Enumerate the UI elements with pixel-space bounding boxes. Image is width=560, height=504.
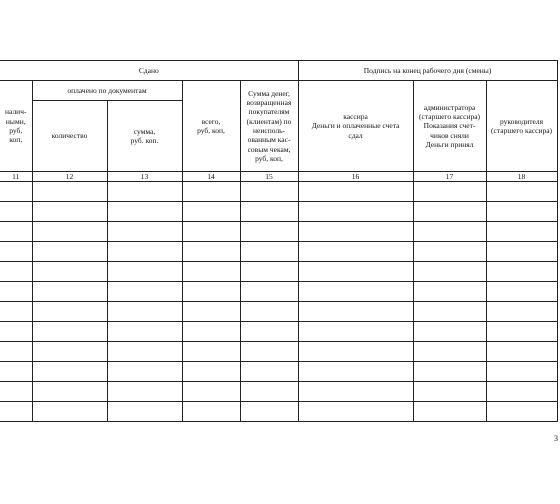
empty-cell[interactable] (240, 362, 298, 382)
group-header-signature: Подпись на конец рабочего дня (смены) (298, 61, 557, 81)
empty-cell[interactable] (107, 222, 182, 242)
empty-cell[interactable] (107, 202, 182, 222)
empty-cell[interactable] (240, 182, 298, 202)
empty-cell[interactable] (0, 222, 32, 242)
empty-cell[interactable] (107, 282, 182, 302)
col-11-header: налич- ными, руб, коп, (0, 81, 32, 172)
empty-cell[interactable] (413, 262, 486, 282)
empty-cell[interactable] (32, 182, 107, 202)
empty-cell[interactable] (0, 182, 32, 202)
cash-report-table (0, 60, 558, 422)
empty-cell[interactable] (32, 262, 107, 282)
empty-cell[interactable] (413, 242, 486, 262)
col-17-header: администратора (старшего кассира) Показания счет- чиков сняли Деньги принял (413, 81, 486, 172)
empty-cell[interactable] (0, 362, 32, 382)
empty-cell[interactable] (298, 222, 413, 242)
empty-cell[interactable] (182, 382, 240, 402)
empty-cell[interactable] (486, 382, 557, 402)
empty-cell[interactable] (32, 202, 107, 222)
col-16-header: кассира Деньги и оплаченные счета сдал (298, 81, 413, 172)
empty-cell[interactable] (413, 182, 486, 202)
col-15-header: Сумма денег, возвращенная покупателям (клиентам) по неисполь- ованным кас- совым чекам, руб, коп, (240, 81, 298, 172)
empty-cell[interactable] (413, 222, 486, 242)
empty-cell[interactable] (0, 242, 32, 262)
empty-cell[interactable] (298, 242, 413, 262)
table-row (0, 302, 557, 322)
empty-cell[interactable] (107, 302, 182, 322)
empty-cell[interactable] (298, 402, 413, 422)
empty-cell[interactable] (32, 382, 107, 402)
empty-cell[interactable] (182, 322, 240, 342)
empty-cell[interactable] (32, 322, 107, 342)
table-row (0, 182, 557, 202)
empty-cell[interactable] (486, 282, 557, 302)
empty-cell[interactable] (32, 342, 107, 362)
empty-cell[interactable] (32, 302, 107, 322)
empty-cell[interactable] (486, 222, 557, 242)
empty-cell[interactable] (240, 402, 298, 422)
col-13-header: сумма, руб. коп. (107, 101, 182, 172)
empty-cell[interactable] (298, 322, 413, 342)
column-number: 17 (413, 172, 486, 182)
empty-cell[interactable] (486, 242, 557, 262)
empty-cell[interactable] (240, 342, 298, 362)
empty-cell[interactable] (240, 262, 298, 282)
column-numbers-row (0, 172, 557, 182)
col-18-header: руководителя (старшего кассира) (486, 81, 557, 172)
empty-cell[interactable] (0, 262, 32, 282)
column-number: 18 (486, 172, 557, 182)
empty-cell[interactable] (486, 322, 557, 342)
empty-cell[interactable] (0, 382, 32, 402)
empty-cell[interactable] (298, 342, 413, 362)
table-row (0, 202, 557, 222)
empty-cell[interactable] (107, 382, 182, 402)
empty-cell[interactable] (107, 342, 182, 362)
empty-cell[interactable] (182, 242, 240, 262)
empty-cell[interactable] (298, 302, 413, 322)
empty-cell[interactable] (32, 242, 107, 262)
empty-cell[interactable] (413, 322, 486, 342)
table-row (0, 222, 557, 242)
empty-cell[interactable] (0, 282, 32, 302)
table-row (0, 362, 557, 382)
empty-cell[interactable] (182, 202, 240, 222)
empty-cell[interactable] (0, 322, 32, 342)
empty-cell[interactable] (32, 362, 107, 382)
empty-cell[interactable] (0, 342, 32, 362)
empty-cell[interactable] (182, 182, 240, 202)
empty-cell[interactable] (240, 242, 298, 262)
empty-cell[interactable] (182, 222, 240, 242)
empty-cell[interactable] (182, 362, 240, 382)
empty-cell[interactable] (413, 362, 486, 382)
empty-cell[interactable] (107, 182, 182, 202)
empty-cell[interactable] (240, 382, 298, 402)
empty-cell[interactable] (298, 282, 413, 302)
empty-cell[interactable] (413, 202, 486, 222)
group-header-handed: Сдано (0, 61, 298, 81)
empty-cell[interactable] (298, 362, 413, 382)
empty-cell[interactable] (182, 262, 240, 282)
empty-cell[interactable] (298, 262, 413, 282)
empty-cell[interactable] (182, 342, 240, 362)
empty-cell[interactable] (107, 322, 182, 342)
empty-cell[interactable] (413, 342, 486, 362)
column-number: 16 (298, 172, 413, 182)
empty-cell[interactable] (182, 302, 240, 322)
empty-cell[interactable] (413, 402, 486, 422)
empty-cell[interactable] (298, 382, 413, 402)
empty-cell[interactable] (107, 262, 182, 282)
empty-cell[interactable] (486, 302, 557, 322)
table-row (0, 262, 557, 282)
table-row (0, 322, 557, 342)
empty-cell[interactable] (240, 282, 298, 302)
column-number: 14 (182, 172, 240, 182)
empty-cell[interactable] (240, 222, 298, 242)
empty-cell[interactable] (0, 402, 32, 422)
empty-cell[interactable] (0, 202, 32, 222)
empty-cell[interactable] (240, 202, 298, 222)
empty-cell[interactable] (486, 182, 557, 202)
col-12-header: количество (32, 101, 107, 172)
paid-by-documents-header: оплачено по документам (32, 81, 182, 101)
column-number: 15 (240, 172, 298, 182)
table-row (0, 242, 557, 262)
empty-cell[interactable] (413, 302, 486, 322)
empty-cell[interactable] (182, 282, 240, 302)
empty-cell[interactable] (107, 242, 182, 262)
empty-cell[interactable] (107, 402, 182, 422)
page-number: 3 (554, 434, 558, 443)
column-number: 11 (0, 172, 32, 182)
col-14-header: всего, руб, коп, (182, 81, 240, 172)
empty-cell[interactable] (486, 362, 557, 382)
empty-cell[interactable] (298, 202, 413, 222)
empty-cell[interactable] (298, 182, 413, 202)
empty-cell[interactable] (486, 262, 557, 282)
empty-cell[interactable] (240, 322, 298, 342)
empty-cell[interactable] (0, 302, 32, 322)
empty-cell[interactable] (486, 342, 557, 362)
empty-cell[interactable] (182, 402, 240, 422)
empty-cell[interactable] (107, 362, 182, 382)
table-row (0, 382, 557, 402)
table-row (0, 402, 557, 422)
empty-cell[interactable] (486, 202, 557, 222)
empty-cell[interactable] (32, 222, 107, 242)
empty-cell[interactable] (240, 302, 298, 322)
table-row (0, 282, 557, 302)
empty-cell[interactable] (32, 282, 107, 302)
table-row (0, 342, 557, 362)
column-number: 13 (107, 172, 182, 182)
empty-cell[interactable] (486, 402, 557, 422)
empty-cell[interactable] (413, 382, 486, 402)
empty-cell[interactable] (413, 282, 486, 302)
column-number: 12 (32, 172, 107, 182)
empty-cell[interactable] (32, 402, 107, 422)
